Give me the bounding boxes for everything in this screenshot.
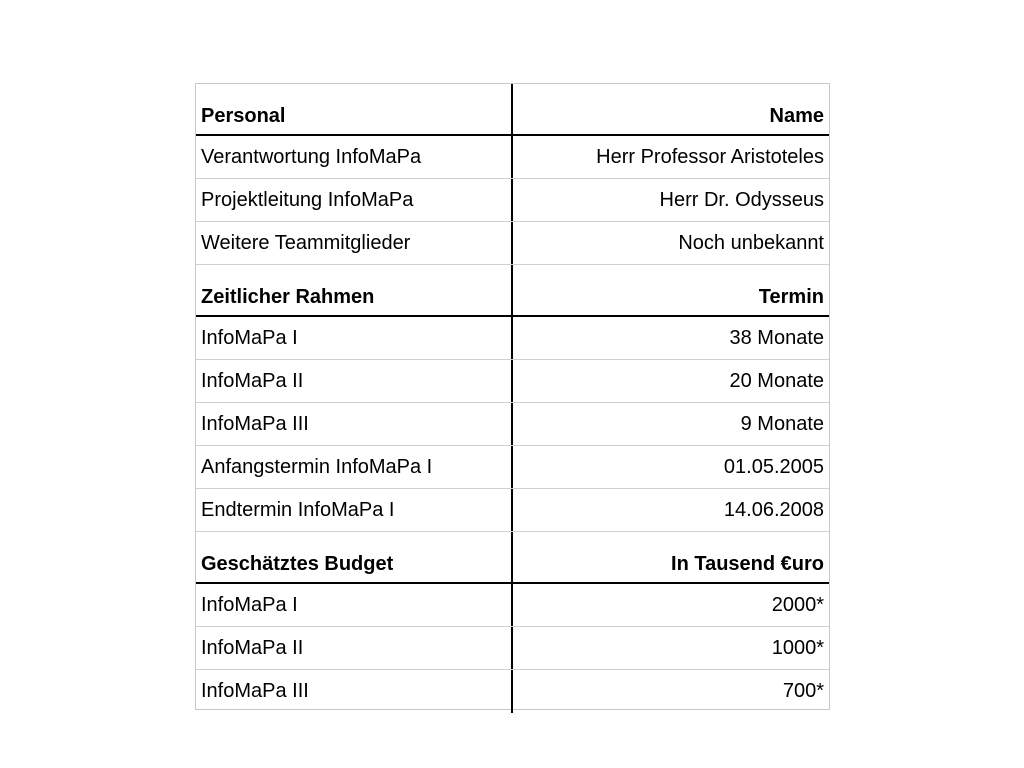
project-overview-table <box>195 83 830 710</box>
row-value: 9 Monate <box>740 412 824 435</box>
row-value: 2000* <box>771 593 824 616</box>
header-label: Zeitlicher Rahmen <box>196 265 513 315</box>
table-row <box>196 446 829 489</box>
row-label: Verantwortung InfoMaPa <box>196 136 513 178</box>
table-row <box>196 670 829 713</box>
row-label: Endtermin InfoMaPa I <box>196 489 513 531</box>
section-header-zeitlicher-rahmen <box>196 265 829 317</box>
header-value: In Tausend €uro <box>671 553 824 575</box>
table-row <box>196 222 829 265</box>
row-value: 14.06.2008 <box>723 498 824 521</box>
header-label: Personal <box>196 84 513 134</box>
table-row <box>196 179 829 222</box>
row-value: 01.05.2005 <box>723 455 824 478</box>
header-value: Name <box>769 105 824 127</box>
table-row <box>196 136 829 179</box>
row-label: InfoMaPa III <box>196 670 513 713</box>
table-row <box>196 317 829 360</box>
row-value: 1000* <box>771 636 824 659</box>
row-label: InfoMaPa I <box>196 584 513 626</box>
table-row <box>196 489 829 532</box>
table-row <box>196 627 829 670</box>
table-row <box>196 584 829 627</box>
row-label: Weitere Teammitglieder <box>196 222 513 264</box>
row-value: 20 Monate <box>729 369 824 392</box>
header-label: Geschätztes Budget <box>196 532 513 582</box>
row-value: Herr Dr. Odysseus <box>659 188 824 211</box>
row-label: InfoMaPa II <box>196 360 513 402</box>
row-label: InfoMaPa II <box>196 627 513 669</box>
section-header-budget <box>196 532 829 584</box>
row-label: Projektleitung InfoMaPa <box>196 179 513 221</box>
table-row <box>196 360 829 403</box>
table-row <box>196 403 829 446</box>
row-label: InfoMaPa III <box>196 403 513 445</box>
row-value: Herr Professor Aristoteles <box>596 145 824 168</box>
header-value: Termin <box>758 286 824 308</box>
section-header-personal <box>196 84 829 136</box>
row-label: InfoMaPa I <box>196 317 513 359</box>
row-value: 38 Monate <box>729 326 824 349</box>
row-value: Noch unbekannt <box>678 231 824 254</box>
row-value: 700* <box>782 680 824 702</box>
row-label: Anfangstermin InfoMaPa I <box>196 446 513 488</box>
